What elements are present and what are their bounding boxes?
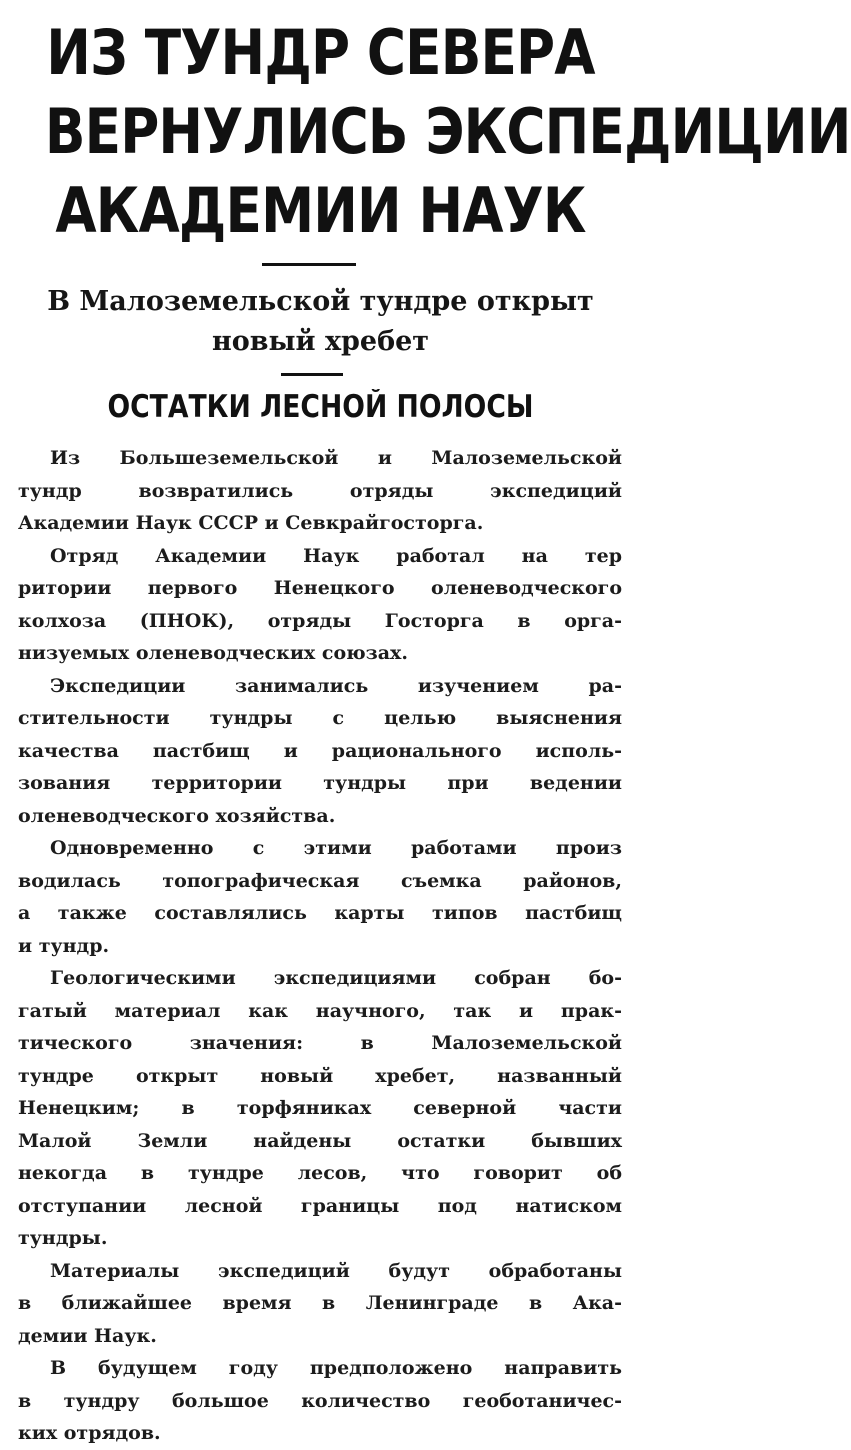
article-line: зования территории тундры при ведении: [18, 772, 622, 794]
article-line: Одновременно с этими работами произ: [50, 837, 622, 859]
subheadline-divider: [281, 373, 343, 376]
article-line: В будущем году предположено направить: [50, 1357, 622, 1379]
subheadline-line-2: новый хребет: [211, 326, 430, 357]
article-line: в тундру большое количество геоботаничес-: [18, 1389, 622, 1412]
article-line: оленеводческого хозяйства.: [18, 804, 336, 827]
headline-line-2: ВЕРНУЛИСЬ ЭКСПЕДИЦИИ: [44, 95, 851, 168]
article-line: в ближайшее время в Ленинграде в Ака-: [18, 1292, 622, 1314]
article-body: [18, 442, 622, 1450]
article-line: Малой Земли найдены остатки бывших: [18, 1129, 622, 1152]
article-line: тундры.: [18, 1227, 108, 1249]
article-line: и тундр.: [18, 934, 110, 957]
article-line: ких отрядов.: [18, 1422, 161, 1444]
section-title: ОСТАТКИ ЛЕСНОЙ ПОЛОСЫ: [107, 389, 534, 425]
headline-line-1: ИЗ ТУНДР СЕВЕРА: [46, 16, 595, 89]
article-line: Ненецким; в торфяниках северной части: [18, 1097, 622, 1119]
article-line: тундр возвратились отряды экспедиций: [18, 479, 622, 502]
article-line: тундре открыт новый хребет, названный: [18, 1064, 622, 1087]
article-line: качества пастбищ и рационального исполь-: [18, 739, 622, 762]
article-line: а также составлялись карты типов пастбищ: [18, 902, 622, 924]
headline-line-3: АКАДЕМИИ НАУК: [55, 174, 586, 247]
article-line: колхоза (ПНОК), отряды Госторга в орга-: [18, 609, 622, 632]
article-line: тического значения: в Малоземельской: [18, 1032, 622, 1054]
article-line: Геологическими экспедициями собран бо-: [50, 967, 622, 989]
article-line: Из Большеземельской и Малоземельской: [50, 447, 622, 469]
article-line: водилась топографическая съемка районов,: [18, 869, 622, 892]
article-line: ритории первого Ненецкого оленеводческого: [18, 577, 622, 599]
article-line: Материалы экспедиций будут обработаны: [50, 1259, 622, 1282]
article-line: низуемых оленеводческих союзах.: [18, 642, 408, 664]
subheadline-line-1: В Малоземельской тундре открыт: [47, 286, 594, 317]
article-line: некогда в тундре лесов, что говорит об: [18, 1162, 622, 1184]
article-line: гатый материал как научного, так и прак-: [18, 999, 622, 1022]
article-line: отступании лесной границы под натиском: [18, 1194, 622, 1217]
article-line: демии Наук.: [18, 1324, 157, 1347]
article-line: Отряд Академии Наук работал на тер: [50, 544, 622, 567]
article-line: стительности тундры с целью выяснения: [18, 707, 622, 729]
article-line: Экспедиции занимались изучением ра-: [50, 674, 622, 697]
article-line: Академии Наук СССР и Севкрайгосторга.: [18, 512, 484, 534]
headline-divider: [262, 263, 356, 266]
